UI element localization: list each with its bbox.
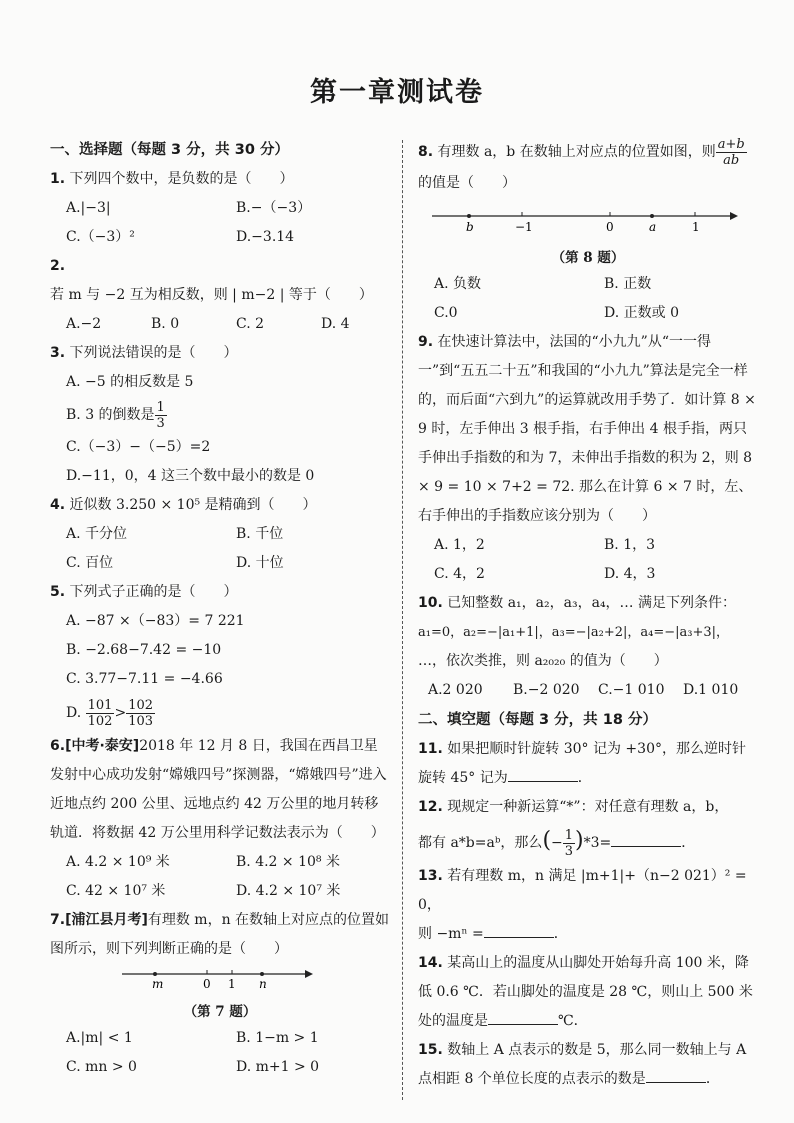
question-9: [418, 328, 758, 589]
option-d: D.−3.14: [236, 229, 295, 245]
option-c: C.0: [434, 305, 458, 321]
question-text: 下列说法错误的是（ ）: [69, 345, 238, 361]
figure-caption: （第 7 题）: [183, 1004, 257, 1020]
question-text: 有理数 m，n 在数轴上对应点的位置如图所示，则下列判断正确的是（ ）: [50, 912, 390, 957]
option-a: A. 1，2: [434, 537, 485, 553]
option-d: D. 4: [321, 316, 350, 332]
question-number: 15.: [418, 1042, 443, 1058]
question-number: 4.: [50, 497, 66, 513]
question-14: 14. 某高山上的温度从山脚处开始每升高 100 米，降低 0.6 ℃．若山脚处的温度是 28 ℃，则山上 500 米处的温度是 ℃．: [418, 955, 753, 1029]
question-text: 2018 年 12 月 8 日，我国在西昌卫星发射中心成功发射“嫦娥四号”探测器，“嫦娥四号”进入近地点约 200 公里、远地点约 42 万公里的地月转移轨道．将数据 42 万公里用科学记数法表示为（ ）: [50, 738, 387, 841]
option-b: B. 4.2 × 10⁸ 米: [236, 854, 340, 870]
question-6: [50, 732, 390, 906]
page-title: 第一章测试卷: [310, 77, 484, 108]
option-b: B. 1−m > 1: [236, 1030, 319, 1046]
question-number: 14.: [418, 955, 443, 971]
section-fill-heading: 二、填空题（每题 3 分，共 18 分）: [418, 712, 657, 728]
label-n: n: [259, 977, 267, 991]
option-c: C. 2: [236, 316, 265, 332]
question-text: 某高山上的温度从山脚处开始每升高 100 米，降低 0.6 ℃．若山脚处的温度是 28 ℃，则山上 500 米处的温度是: [418, 955, 753, 1029]
question-text-cont: 则 −mⁿ =: [418, 926, 484, 942]
option-c: C. 42 × 10⁷ 米: [66, 883, 166, 899]
option-b: B. 正数: [604, 276, 652, 292]
question-number: 6.: [50, 738, 66, 754]
option-c: C. mn > 0: [66, 1059, 137, 1075]
question-10: [418, 589, 758, 705]
column-divider: [402, 140, 403, 1100]
answer-blank[interactable]: [484, 937, 554, 938]
source-tag: [浦江县月考]: [65, 912, 148, 928]
question-text: 下列式子正确的是（ ）: [69, 584, 238, 600]
question-text: 若 m 与 −2 互为相反数，则 | m−2 | 等于（ ）: [50, 287, 373, 303]
label-1: 1: [228, 977, 236, 991]
question-4: [50, 491, 390, 578]
question-number: 10.: [418, 595, 443, 611]
option-d: D. 4.2 × 10⁷ 米: [236, 883, 341, 899]
question-13: 13. 若有理数 m，n 满足 |m+1|+（n−2 021）² = 0， 则 −mⁿ = ．: [418, 868, 747, 942]
option-a: A. 千分位: [66, 526, 128, 542]
answer-blank[interactable]: [488, 1024, 558, 1025]
question-text: 在快速计算法中，法国的“小九九”从“一一得一”到“五五二十五”和我国的“小九九”算法是完全一样的，而后面“六到九”的运算就改用手势了．如计算 8 × 9 时，左手伸出 3 根手指，右手伸出 4 根手指，两只手伸出手指数的和为 7，未伸出手指数的积为 2，则 8 × 9 = 10 × 7+2 = 72. 那么在计算 6 × 7 时，左、右手伸出的手指数应该分别为（ ）: [418, 334, 756, 524]
option-b: B. 3 的倒数是 $\frac{1}{3}$: [66, 399, 165, 431]
question-8: [418, 135, 758, 328]
fraction: $\frac{1}{3}$: [156, 399, 165, 431]
question-text: 若有理数 m，n 满足 |m+1|+（n−2 021）² = 0，: [418, 868, 747, 913]
option-c: C. 4，2: [434, 566, 485, 582]
label-0: 0: [606, 220, 614, 234]
option-c: C.（−3）−（−5）=2: [66, 439, 211, 455]
question-text: 下列四个数中，是负数的是（ ）: [69, 171, 294, 187]
question-5: [50, 578, 390, 732]
label-b: b: [466, 220, 474, 234]
question-number: 2.: [50, 258, 66, 274]
number-line-q8: [418, 204, 758, 240]
question-12: 12. 现规定一种新运算“*”：对任意有理数 a，b， 都有 a*b=aᵇ，那么(− $\frac{1}{3}$ )*3= ．: [418, 799, 729, 859]
option-d: D. 十位: [236, 555, 284, 571]
question-number: 11.: [418, 741, 443, 757]
option-d: D.1 010: [683, 682, 739, 698]
option-c: C.−1 010: [598, 682, 665, 698]
label-neg1: −1: [515, 220, 533, 234]
option-d: D.−11，0，4 这三个数中最小的数是 0: [66, 468, 315, 484]
source-tag: [中考·泰安]: [65, 738, 140, 754]
option-a: A. 4.2 × 10⁹ 米: [66, 854, 170, 870]
option-b: B. 1，3: [604, 537, 656, 553]
question-number: 8.: [418, 144, 434, 160]
answer-blank[interactable]: [508, 781, 578, 782]
option-d: D. m+1 > 0: [236, 1059, 320, 1075]
option-c: C. 3.77−7.11 = −4.66: [66, 671, 223, 687]
label-0: 0: [203, 977, 211, 991]
question-text: 现规定一种新运算“*”：对任意有理数 a，b，: [447, 799, 729, 815]
question-1: [50, 165, 390, 252]
question-text: 有理数 a，b 在数轴上对应点的位置如图，则: [437, 144, 716, 160]
option-c: C.（−3）²: [66, 229, 135, 245]
fraction: $\frac{a+b}{ab}$: [717, 136, 745, 168]
option-a: A.−2: [66, 316, 102, 332]
option-b: B.−2 020: [513, 682, 580, 698]
question-number: 7.: [50, 912, 66, 928]
question-number: 3.: [50, 345, 66, 361]
label-1: 1: [692, 220, 700, 234]
figure-caption: （第 8 题）: [551, 250, 625, 266]
option-a: A.|m| < 1: [66, 1030, 133, 1046]
question-text-cont: 的值是（ ）: [418, 175, 516, 191]
left-column: [50, 135, 390, 1082]
point-b: [467, 214, 471, 218]
option-a: A. −87 ×（−83）= 7 221: [66, 613, 245, 629]
point-n: [260, 972, 264, 976]
question-11: 11. 如果把顺时针旋转 30° 记为 +30°，那么逆时针旋转 45° 记为 ．: [418, 741, 746, 786]
question-text-cont: …，依次类推，则 a₂₀₂₀ 的值为（ ）: [418, 653, 668, 669]
label-a: a: [649, 220, 657, 234]
option-b: B. −2.68−7.42 = −10: [66, 642, 222, 658]
option-d: D. 正数或 0: [604, 305, 679, 321]
question-2: [50, 252, 390, 339]
option-a: A. 负数: [434, 276, 482, 292]
right-column: [418, 135, 758, 1094]
option-d: D. $\frac{101}{102}$ > $\frac{102}{103}$: [66, 697, 154, 729]
question-number: 13.: [418, 868, 443, 884]
option-a: A.|−3|: [66, 200, 111, 216]
question-number: 12.: [418, 799, 443, 815]
answer-blank[interactable]: [611, 846, 681, 847]
option-a: A.2 020: [428, 682, 483, 698]
option-b: B.−（−3）: [236, 200, 312, 216]
option-b: B. 千位: [236, 526, 284, 542]
answer-blank[interactable]: [646, 1082, 706, 1083]
question-text-cont: 都有 a*b=aᵇ，那么: [418, 835, 543, 851]
option-c: C. 百位: [66, 555, 114, 571]
question-7: [50, 906, 390, 1082]
question-15: 15. 数轴上 A 点表示的数是 5，那么同一数轴上与 A 点相距 8 个单位长度的点表示的数是 ．: [418, 1042, 747, 1087]
question-3: [50, 339, 390, 491]
point-a: [650, 214, 654, 218]
section-choice-heading: 一、选择题（每题 3 分，共 30 分）: [50, 142, 289, 158]
question-text: 数轴上 A 点表示的数是 5，那么同一数轴上与 A 点相距 8 个单位长度的点表示的数是: [418, 1042, 747, 1087]
question-number: 1.: [50, 171, 66, 187]
question-text: 近似数 3.250 × 10⁵ 是精确到（ ）: [69, 497, 317, 513]
point-m: [153, 972, 157, 976]
option-d: D. 4，3: [604, 566, 656, 582]
option-b: B. 0: [151, 316, 180, 332]
option-a: A. −5 的相反数是 5: [66, 374, 194, 390]
label-m: m: [152, 977, 164, 991]
question-number: 9.: [418, 334, 434, 350]
number-line-q7: [50, 964, 390, 994]
question-text: 如果把顺时针旋转 30° 记为 +30°，那么逆时针旋转 45° 记为: [418, 741, 746, 786]
question-text-cont: a₁=0，a₂=−|a₁+1|，a₃=−|a₂+2|，a₄=−|a₃+3|，: [418, 625, 730, 640]
question-text: 已知整数 a₁，a₂，a₃，a₄，… 满足下列条件：: [447, 595, 737, 611]
question-number: 5.: [50, 584, 66, 600]
